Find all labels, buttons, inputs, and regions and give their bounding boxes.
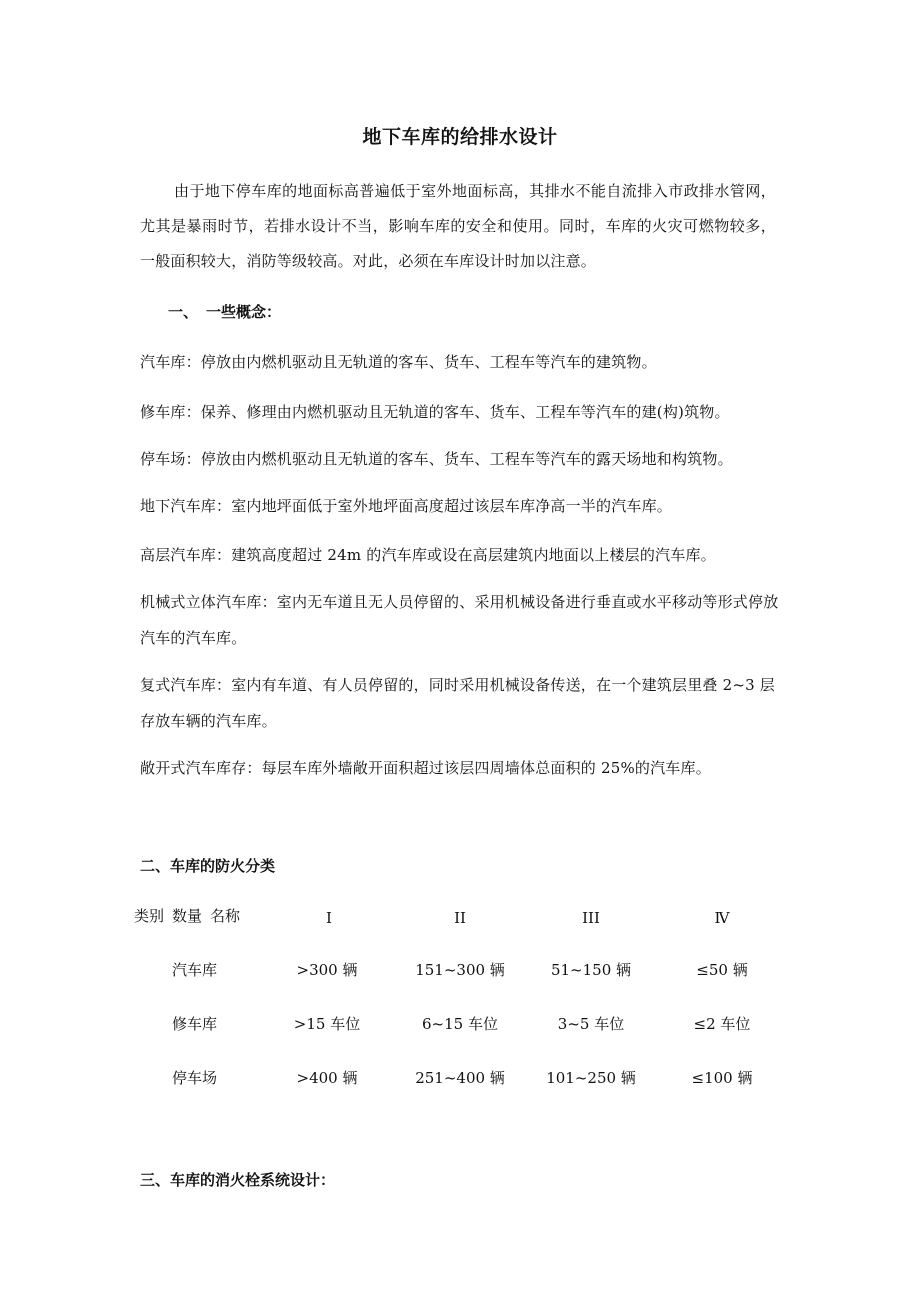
definition-mechanical-garage: 机械式立体汽车库：室内无车道且无人员停留的、采用机械设备进行垂直或水平移动等形式停放汽车的汽车库。	[140, 593, 779, 647]
table-cell: ≤2 车位	[693, 1015, 751, 1033]
table-cell: >300 辆	[296, 961, 358, 979]
section-1-title: 一些概念：	[206, 303, 282, 321]
document-title: 地下车库的给排水设计	[362, 126, 558, 148]
definition-parking-lot: 停车场：停放由内燃机驱动且无轨道的客车、货车、工程车等汽车的露天场地和构筑物。	[140, 450, 733, 468]
section-1-number: 一、	[168, 303, 199, 321]
column-header-i: I	[326, 909, 332, 927]
definition-duplex-garage: 复式汽车库：室内有车道、有人员停留的，同时采用机械设备传送，在一个建筑层里叠 2~3 层存放车辆的汽车库。	[140, 676, 775, 730]
definition-repair-garage: 修车库：保养、修理由内燃机驱动且无轨道的客车、货车、工程车等汽车的建(构)筑物。	[140, 403, 730, 421]
table-row-name: 修车库	[172, 1015, 218, 1033]
column-header-iii: III	[582, 909, 600, 927]
section-3-heading: 三、车库的消火栓系统设计：	[140, 1171, 336, 1189]
table-cell: ≤50 辆	[696, 961, 748, 979]
intro-paragraph: 由于地下停车库的地面标高普遍低于室外地面标高，其排水不能自流排入市政排水管网，尤其是暴雨时节，若排水设计不当，影响车库的安全和使用。同时，车库的火灾可燃物较多，一般面积较大，消防等级较高。对此，必须在车库设计时加以注意。	[140, 182, 776, 270]
table-cell: >15 车位	[293, 1015, 361, 1033]
table-cell: 6~15 车位	[422, 1015, 498, 1033]
table-cell: 251~400 辆	[415, 1069, 505, 1087]
table-cell: >400 辆	[296, 1069, 358, 1087]
table-cell: 101~250 辆	[546, 1069, 636, 1087]
header-name: 名称	[210, 907, 241, 925]
definition-open-garage: 敞开式汽车库存：每层车库外墙敞开面积超过该层四周墙体总面积的 25%的汽车库。	[140, 759, 711, 777]
table-header-label	[134, 906, 248, 926]
header-quantity: 数量	[172, 907, 203, 925]
column-header-ii: II	[454, 909, 466, 927]
definition-underground-garage: 地下汽车库：室内地坪面低于室外地坪面高度超过该层车库净高一半的汽车库。	[140, 497, 673, 515]
table-row-name: 停车场	[172, 1069, 218, 1087]
table-cell: 151~300 辆	[415, 961, 505, 979]
definition-highrise-garage: 高层汽车库：建筑高度超过 24m 的汽车库或设在高层建筑内地面以上楼层的汽车库。	[140, 546, 716, 564]
definition-garage: 汽车库：停放由内燃机驱动且无轨道的客车、货车、工程车等汽车的建筑物。	[140, 353, 657, 371]
table-cell: 51~150 辆	[550, 961, 632, 979]
table-row-name: 汽车库	[172, 961, 218, 979]
table-cell: ≤100 辆	[691, 1069, 753, 1087]
column-header-iv: Ⅳ	[714, 909, 730, 927]
table-cell: 3~5 车位	[557, 1015, 625, 1033]
header-category: 类别	[134, 907, 165, 925]
section-2-heading: 二、车库的防火分类	[140, 857, 276, 875]
